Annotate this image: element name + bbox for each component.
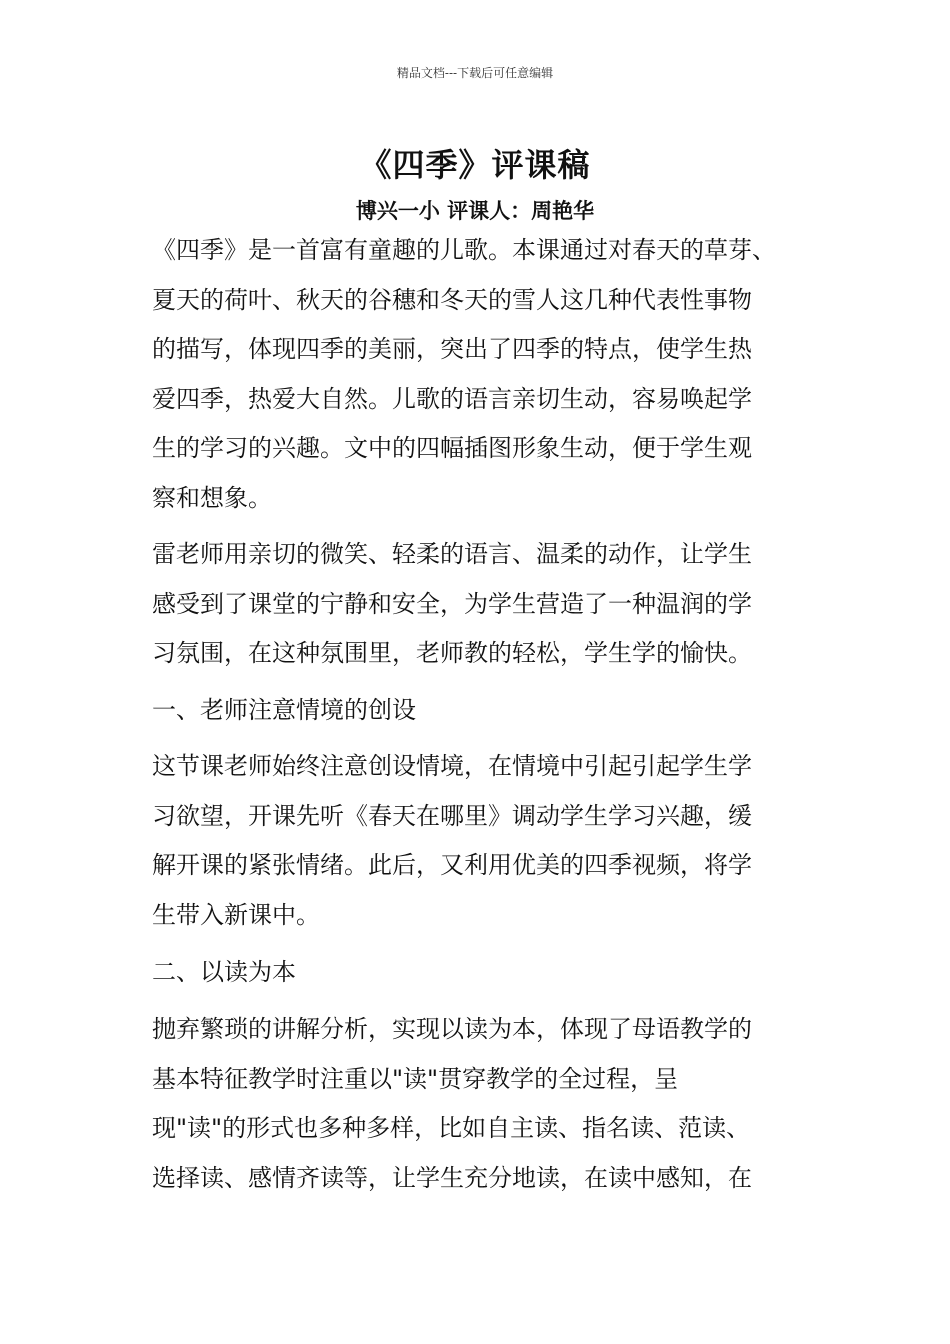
text-line: 夏天的荷叶、秋天的谷穗和冬天的雪人这几种代表性事物 xyxy=(152,285,752,314)
author-byline: 博兴一小 评课人：周艳华 xyxy=(355,199,595,223)
section-heading-1 xyxy=(152,686,812,736)
text-line: 雷老师用亲切的微笑、轻柔的语言、温柔的动作，让学生 xyxy=(152,540,752,568)
section-heading-2 xyxy=(152,948,812,998)
text-line: 爱四季，热爱大自然。儿歌的语言亲切生动，容易唤起学 xyxy=(152,384,752,413)
text-line: 抛弃繁琐的讲解分析，实现以读为本，体现了母语教学的 xyxy=(152,1015,752,1043)
text-line: 选择读、感情齐读等，让学生充分地读，在读中感知，在 xyxy=(152,1163,752,1192)
heading-text: 一、老师注意情境的创设 xyxy=(152,696,416,724)
paragraph-teacher xyxy=(152,530,812,679)
text-line: 基本特征教学时注重以"读"贯穿教学的全过程，呈 xyxy=(152,1064,679,1093)
text-line: 《四季》是一首富有童趣的儿歌。本课通过对春天的草芽、 xyxy=(152,236,776,264)
heading-text: 二、以读为本 xyxy=(152,958,296,986)
text-line: 生的学习的兴趣。文中的四幅插图形象生动，便于学生观 xyxy=(152,434,752,463)
text-line: 感受到了课堂的宁静和安全，为学生营造了一种温润的学 xyxy=(152,589,752,618)
text-line: 察和想象。 xyxy=(152,483,272,512)
paragraph-reading xyxy=(152,1005,812,1203)
header-note: 精品文档---下载后可任意编辑 xyxy=(396,66,554,80)
paragraph-situation xyxy=(152,742,812,940)
paragraph-intro xyxy=(152,226,812,524)
document-title: 《四季》评课稿 xyxy=(359,146,591,184)
text-line: 现"读"的形式也多种多样，比如自主读、指名读、范读、 xyxy=(152,1114,751,1143)
text-line: 习氛围，在这种氛围里，老师教的轻松，学生学的愉快。 xyxy=(152,639,752,668)
text-line: 生带入新课中。 xyxy=(152,900,320,929)
text-line: 习欲望，开课先听《春天在哪里》调动学生学习兴趣，缓 xyxy=(152,801,752,830)
text-line: 解开课的紧张情绪。此后，又利用优美的四季视频，将学 xyxy=(152,851,752,880)
text-line: 这节课老师始终注意创设情境，在情境中引起引起学生学 xyxy=(152,752,752,780)
text-line: 的描写，体现四季的美丽，突出了四季的特点，使学生热 xyxy=(152,335,752,364)
